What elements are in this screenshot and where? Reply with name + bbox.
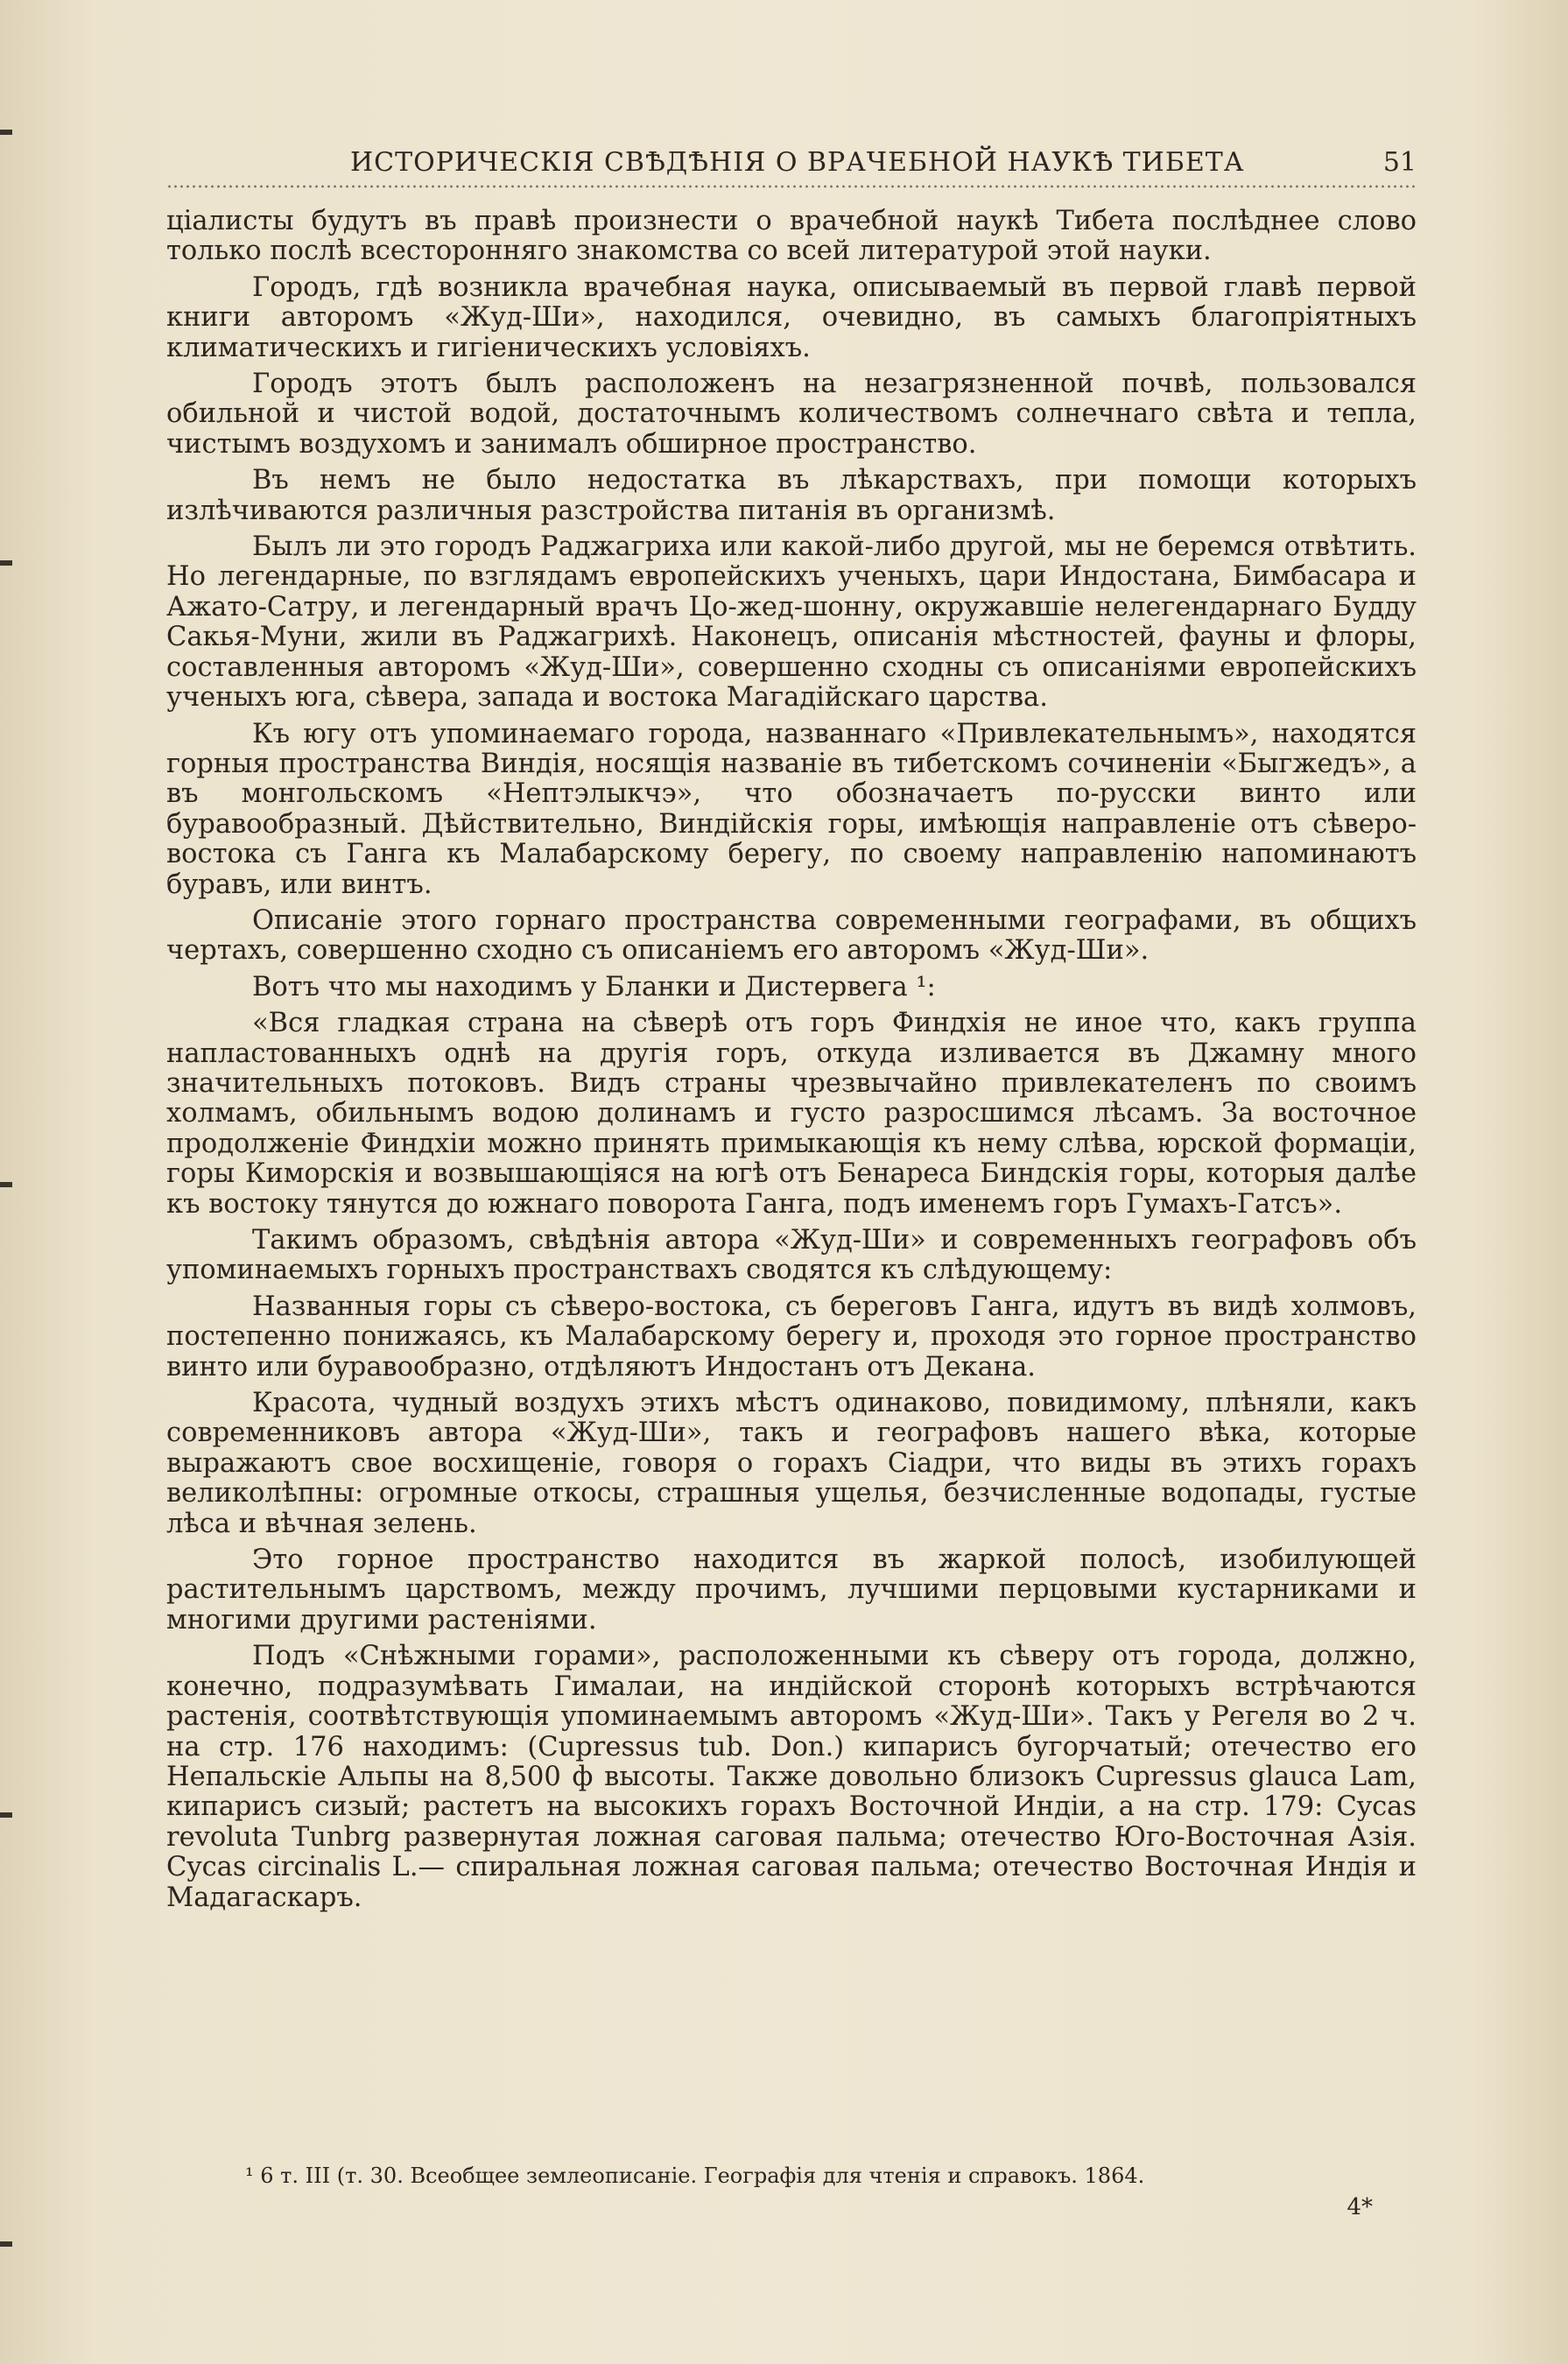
paragraph: Городъ, гдѣ возникла врачебная наука, описываемый въ первой главѣ первой книги авторомъ «Жуд-Ши», находился, очевидно, въ самыхъ благопріятныхъ климатическихъ и гигіеническихъ условіяхъ.	[166, 271, 1417, 363]
running-title: ИСТОРИЧЕСКІЯ СВѢДѢНІЯ О ВРАЧЕБНОЙ НАУКѢ ТИБЕТА	[350, 147, 1245, 178]
page-number: 51	[1382, 147, 1417, 178]
paragraph: Названныя горы съ сѣверо-востока, съ береговъ Ганга, идутъ въ видѣ холмовъ, постепенно понижаясь, къ Малабарскому берегу и, проходя это горное пространство винто или буравообразно, отдѣляютъ Индостанъ отъ Декана.	[166, 1291, 1417, 1383]
edge-mark	[0, 560, 12, 566]
signature-mark: 4*	[1347, 2194, 1373, 2220]
paragraph: Къ югу отъ упоминаемаго города, названнаго «Привлекательнымъ», находятся горныя пространства Виндія, носящія названіе въ тибетскомъ сочиненіи «Быгжедъ», а въ монгольскомъ «Нептэлыкчэ», что обозначаетъ по-русски винто или буравообразный. Дѣйствительно, Виндійскія горы, имѣющія направленіе отъ сѣверо-востока съ Ганга къ Малабарскому берегу, по своему направленію напоминаютъ буравъ, или винтъ.	[166, 718, 1417, 900]
header-rule	[166, 184, 1417, 189]
footnote: ¹ 6 т. III (т. 30. Всеобщее землеописаніе. Географія для чтенія и справокъ. 1864.	[245, 2163, 1145, 2188]
edge-mark	[0, 130, 12, 135]
footnote-area	[166, 2163, 1417, 2220]
paragraph: Это горное пространство находится въ жаркой полосѣ, изобилующей растительнымъ царствомъ, между прочимъ, лучшими перцовыми кустарниками и многими другими растеніями.	[166, 1544, 1417, 1636]
paragraph: Городъ этотъ былъ расположенъ на незагрязненной почвѣ, пользовался обильной и чистой водой, достаточнымъ количествомъ солнечнаго свѣта и тепла, чистымъ воздухомъ и занималъ обширное пространство.	[166, 369, 1417, 460]
paragraph: ціалисты будутъ въ правѣ произнести о врачебной наукѣ Тибета послѣднее слово только послѣ всесторонняго знакомства со всей литературой этой науки.	[166, 206, 1417, 267]
paragraph: Красота, чудный воздухъ этихъ мѣстъ одинаково, повидимому, плѣняли, какъ современниковъ автора «Жуд-Ши», такъ и географовъ нашего вѣка, которые выражаютъ свое восхищеніе, говоря о горахъ Сіадри, что виды въ этихъ горахъ великолѣпны: огромные откосы, страшныя ущелья, безчисленные водопады, густые лѣса и вѣчная зелень.	[166, 1388, 1417, 1539]
paragraph: Описаніе этого горнаго пространства современными географами, въ общихъ чертахъ, совершенно сходно съ описаніемъ его авторомъ «Жуд-Ши».	[166, 904, 1417, 967]
paragraph: Въ немъ не было недостатка въ лѣкарствахъ, при помощи которыхъ излѣчиваются различныя разстройства питанія въ организмѣ.	[166, 465, 1417, 526]
quotation-paragraph: «Вся гладкая страна на сѣверѣ отъ горъ Финдхія не иное что, какъ группа напластованныхъ однѣ на другія горъ, откуда изливается въ Джамну много значительныхъ потоковъ. Видъ страны чрезвычайно привлекателенъ по своимъ холмамъ, обильнымъ водою долинамъ и густо разросшимся лѣсамъ. За восточное продолженіе Финдхіи можно принять примыкающія къ нему слѣва, юрской формаціи, горы Киморскія и возвышающіяся на югѣ отъ Бенареса Биндскія горы, которыя далѣе къ востоку тянутся до южнаго поворота Ганга, подъ именемъ горъ Гумахъ-Гатсъ».	[166, 1008, 1417, 1220]
edge-mark	[0, 2241, 12, 2247]
paragraph: Подъ «Снѣжными горами», расположенными къ сѣверу отъ города, должно, конечно, подразумѣвать Гималаи, на индійской сторонѣ которыхъ встрѣчаются растенія, соотвѣтствующія упоминаемымъ авторомъ «Жуд-Ши». Такъ у Регеля во 2 ч. на стр. 176 находимъ: (Cupressus tub. Don.) кипарисъ бугорчатый; отечество его Непальскіе Альпы на 8,500 ф высоты. Также довольно близокъ Cupressus glauca Lam, кипарисъ сизый; растетъ на высокихъ горахъ Восточной Индіи, а на стр. 179: Cycas revoluta Tunbrg развернутая ложная саговая пальма; отечество Юго-Восточная Азія. Cycas circinalis L.— спиральная ложная саговая пальма; отечество Восточная Индія и Мадагаскаръ.	[166, 1641, 1417, 1913]
edge-mark	[0, 1812, 12, 1818]
paragraph: Былъ ли это городъ Раджагриха или какой-либо другой, мы не беремся отвѣтить. Но легендарные, по взглядамъ европейскихъ ученыхъ, цари Индостана, Бимбасара и Ажато-Сатру, и легендарный врачъ Цо-жед-шонну, окружавшіе нелегендарнаго Будду Сакья-Муни, жили въ Раджагрихѣ. Наконецъ, описанія мѣстностей, фауны и флоры, составленныя авторомъ «Жуд-Ши», совершенно сходны съ описаніями европейскихъ ученыхъ юга, сѣвера, запада и востока Магадійскаго царства.	[166, 531, 1417, 714]
running-header	[166, 147, 1417, 182]
paragraph: Такимъ образомъ, свѣдѣнія автора «Жуд-Ши» и современныхъ географовъ объ упоминаемыхъ горныхъ пространствахъ сводятся къ слѣдующему:	[166, 1225, 1417, 1286]
edge-mark	[0, 1182, 12, 1187]
paragraph: Вотъ что мы находимъ у Бланки и Дистервега ¹:	[252, 971, 936, 1003]
body-text	[166, 207, 1417, 1919]
